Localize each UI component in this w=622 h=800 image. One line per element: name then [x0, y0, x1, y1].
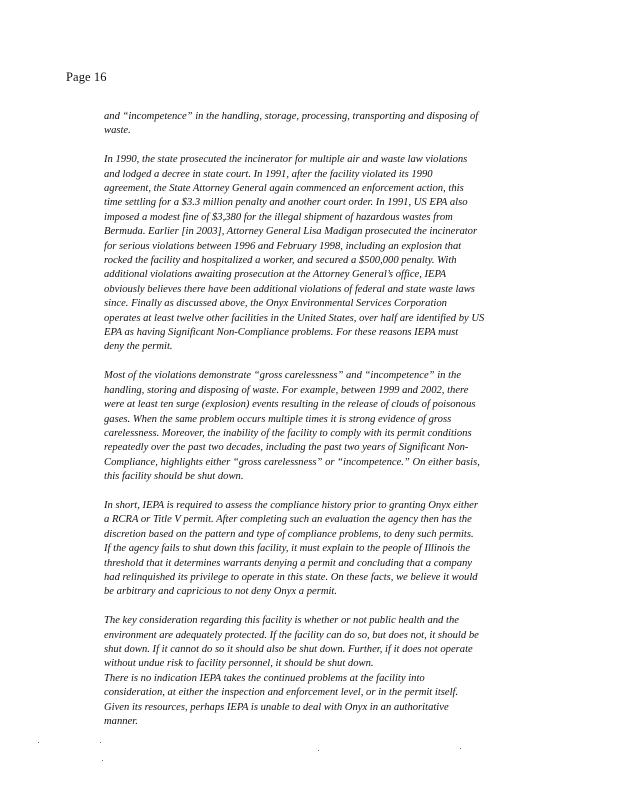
text-line: waste.: [104, 125, 131, 137]
text-line: EPA as having Significant Non-Compliance problems. For these reasons IEPA must: [104, 327, 459, 339]
text-line: discretion based on the pattern and type of compliance problems, to deny such permits.: [104, 528, 474, 540]
text-line: repeatedly over the past two decades, including the past two years of Significant Non-: [104, 442, 469, 454]
page-number: Page 16: [66, 70, 107, 84]
text-line: threshold that it determines warrants denying a permit and concluding that a company: [104, 557, 472, 569]
scan-speck: [102, 760, 103, 761]
text-line: without undue risk to facility personnel, it should be shut down.: [104, 658, 374, 670]
scan-speck: [460, 748, 461, 749]
scan-speck: [38, 742, 39, 743]
paragraph: [104, 110, 536, 139]
text-line: were at least ten surge (explosion) events resulting in the release of clouds of poisonous: [104, 399, 476, 411]
paragraph: [104, 369, 536, 484]
text-line: gases. When the same problem occurs multiple times it is strong evidence of gross: [104, 413, 452, 425]
text-line: Bermuda. Earlier [in 2003], Attorney General Lisa Madigan prosecuted the incinerator: [104, 226, 478, 238]
document-body: [104, 110, 536, 744]
text-line: manner.: [104, 716, 138, 727]
text-line: since. Finally as discussed above, the Onyx Environmental Services Corporation: [104, 298, 447, 310]
text-line: and “incompetence” in the handling, storage, processing, transporting and disposing of: [104, 111, 479, 122]
paragraph: [104, 499, 536, 600]
text-line: deny the permit.: [104, 341, 173, 353]
text-line: Compliance, highlights either “gross carelessness” or “incompetence.” On either basis,: [104, 456, 480, 468]
text-line: The key consideration regarding this facility is whether or not public health and the: [104, 615, 459, 627]
text-line: imposed a modest fine of $3,380 for the illegal shipment of hazardous wastes from: [104, 211, 453, 223]
text-line: and lodged a decree in state court. In 1991, after the facility violated its 1990: [104, 168, 433, 180]
scan-speck: [100, 742, 101, 743]
text-line: consideration, at either the inspection and enforcement level, or in the permit itself.: [104, 687, 459, 699]
text-line: Most of the violations demonstrate “gross carelessness” and “incompetence” in the: [104, 370, 462, 382]
text-line: had relinquished its privilege to operate in this state. On these facts, we believe it would: [104, 571, 478, 583]
text-line: carelessness. Moreover, the inability of the facility to comply with its permit conditions: [104, 427, 472, 439]
text-line: rocked the facility and hospitalized a worker, and secured a $500,000 penalty. With: [104, 255, 457, 267]
text-line: additional violations awaiting prosecution at the Attorney General’s office, IEPA: [104, 269, 447, 281]
text-line: for serious violations between 1996 and February 1998, including an explosion that: [104, 240, 462, 252]
text-line: In 1990, the state prosecuted the incinerator for multiple air and waste law violations: [104, 154, 468, 166]
text-line: a RCRA or Title V permit. After completing such an evaluation the agency then has the: [104, 514, 472, 526]
text-line: If the agency fails to shut down this facility, it must explain to the people of Illinois the: [104, 543, 471, 555]
text-line: handling, storing and disposing of waste. For example, between 1999 and 2002, there: [104, 384, 469, 396]
text-line: environment are adequately protected. If the facility can do so, but does not, it should be: [104, 629, 479, 641]
text-line: time settling for a $3.3 million penalty and another court order. In 1991, US EPA also: [104, 197, 468, 209]
text-line: In short, IEPA is required to assess the compliance history prior to granting Onyx either: [104, 499, 478, 511]
text-line: There is no indication IEPA takes the continued problems at the facility into: [104, 672, 425, 684]
text-line: agreement, the State Attorney General again commenced an enforcement action, this: [104, 183, 464, 195]
text-line: this facility should be shut down.: [104, 471, 244, 483]
text-line: Given its resources, perhaps IEPA is unable to deal with Onyx in an authoritative: [104, 701, 449, 713]
text-line: operates at least twelve other facilities in the United States, over half are identified by US: [104, 312, 485, 324]
text-line: obviously believes there have been additional violations of federal and state waste laws: [104, 283, 475, 295]
text-line: shut down. If it cannot do so it should also be shut down. Further, if it does not operate: [104, 643, 473, 655]
scan-speck: [318, 750, 319, 751]
paragraph: [104, 153, 536, 355]
paragraph: [104, 614, 536, 729]
text-line: be arbitrary and capricious to not deny Onyx a permit.: [104, 586, 338, 598]
